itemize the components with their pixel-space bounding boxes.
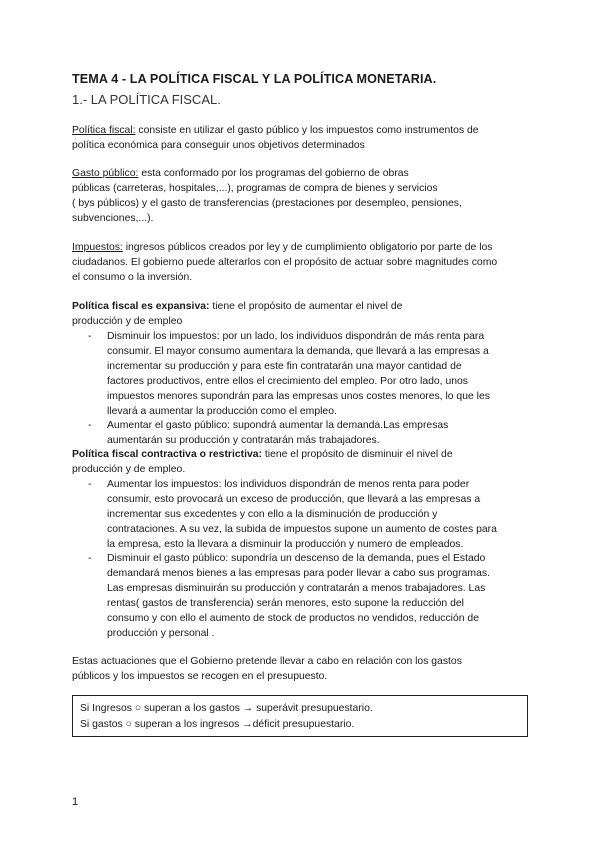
list-item-line: incrementar sus excedentes y con ello a la disminución de producción y [107,509,438,520]
list-item-line: incrementar su producción y para este fin contratarán una mayor cantidad de [107,361,462,372]
list-dash: - [88,553,92,564]
list-item-line: Disminuir los impuestos: por un lado, los individuos dispondrán de más renta para [107,331,485,342]
definition-text: ingresos públicos creados por ley y de cumplimiento obligatorio por parte de los [122,242,493,253]
section-expansiva [72,299,534,329]
list-item-line: consumir, esto provocará un exceso de producción, que llevará a las empresas a [107,494,481,505]
list-item-line: impuestos menores supondrán para las empresas unos costes menores, lo que les [107,391,490,402]
box-line-superavit: Si Ingresos ○ superan a los gastos → superávit presupuestario. [80,703,373,714]
list-item-line: Aumentar el gasto público: supondrá aumentar la demanda.Las empresas [107,420,449,431]
list-item-line: la empresa, esto la llevara a disminuir la producción y numero de empleados. [107,539,464,550]
definition-text: ( bys públicos) y el gasto de transferencias (prestaciones por desempleo, pensiones, [72,198,462,209]
section-subtitle: 1.- LA POLÍTICA FISCAL. [72,92,221,107]
closing-line: Estas actuaciones que el Gobierno pretende llevar a cabo en relación con los gastos [72,656,462,667]
term-impuestos: Impuestos: [72,242,123,253]
closing-paragraph [72,654,534,684]
list-dash: - [88,331,92,342]
section-text: tiene el propósito de disminuir el nivel de [262,449,453,460]
list-item-line: producción y personal . [107,628,215,639]
closing-line: públicos y los impuestos se recogen en el presupuesto. [72,671,328,682]
budget-summary-box [72,695,528,737]
definition-text: política económica para conseguir unos objetivos determinados [72,140,365,151]
page-number: 1 [72,796,79,808]
section-contractiva [72,447,534,477]
list-dash: - [88,420,92,431]
definition-text: públicas (carreteras, hospitales,...), programas de compra de bienes y servicios [72,183,438,194]
page-title: TEMA 4 - LA POLÍTICA FISCAL Y LA POLÍTICA MONETARIA. [72,72,437,86]
list-item-line: factores productivos, entre ellos el crecimiento del empleo. Por otro lado, unos [107,376,468,387]
definition-text: ciudadanos. El gobierno puede alterarlos con el propósito de actuar sobre magnitudes como [72,257,498,268]
definition-text: subvenciones,...). [72,213,154,224]
definition-text: el consumo o la inversión. [72,272,193,283]
document-page [72,0,534,848]
section-text: producción y de empleo [72,316,183,327]
definition-text: esta conformado por los programas del gobierno de obras [138,168,409,179]
term-expansiva: Política fiscal es expansiva: [72,301,210,312]
list-item-line: rentas( gastos de transferencia) serán menores, esto supone la reducción del [107,598,464,609]
list-item-line: consumir. El mayor consumo aumentara la demanda, que llevará a las empresas a [107,346,489,357]
term-gasto-publico: Gasto público: [72,168,139,179]
list-dash: - [88,479,92,490]
list-item-line: Disminuir el gasto público: supondría un descenso de la demanda, pues el Estado [107,553,486,564]
definition-text: consiste en utilizar el gasto público y los impuestos como instrumentos de [135,125,479,136]
list-item-line: aumentarán su producción y contratarán más trabajadores. [107,435,380,446]
definition-impuestos [72,240,534,285]
section-text: tiene el propósito de aumentar el nivel de [209,301,403,312]
list-item-line: Las empresas disminuirán su producción y contratarán a menos trabajadores. Las [107,583,486,594]
box-line-deficit: Si gastos ○ superan a los ingresos →déficit presupuestario. [80,719,355,730]
list-item-line: demandará menos bienes a las empresas para poder llevar a cabo sus programas. [107,568,490,579]
list-item-line: contrataciones. A su vez, la subida de impuestos supone un aumento de costes para [107,524,497,535]
list-item-line: Aumentar los impuestos: los individuos dispondrán de menos renta para poder [107,479,470,490]
term-contractiva: Política fiscal contractiva o restrictiva: [72,449,262,460]
definition-gasto-publico [72,166,534,226]
list-item-line: llevará a aumentar la producción como el empleo. [107,406,337,417]
definition-politica-fiscal [72,123,534,153]
term-politica-fiscal: Política fiscal: [72,125,136,136]
section-text: producción y de empleo. [72,464,186,475]
list-item-line: consumo y con ello el aumento de stock de productos no vendidos, reducción de [107,613,479,624]
